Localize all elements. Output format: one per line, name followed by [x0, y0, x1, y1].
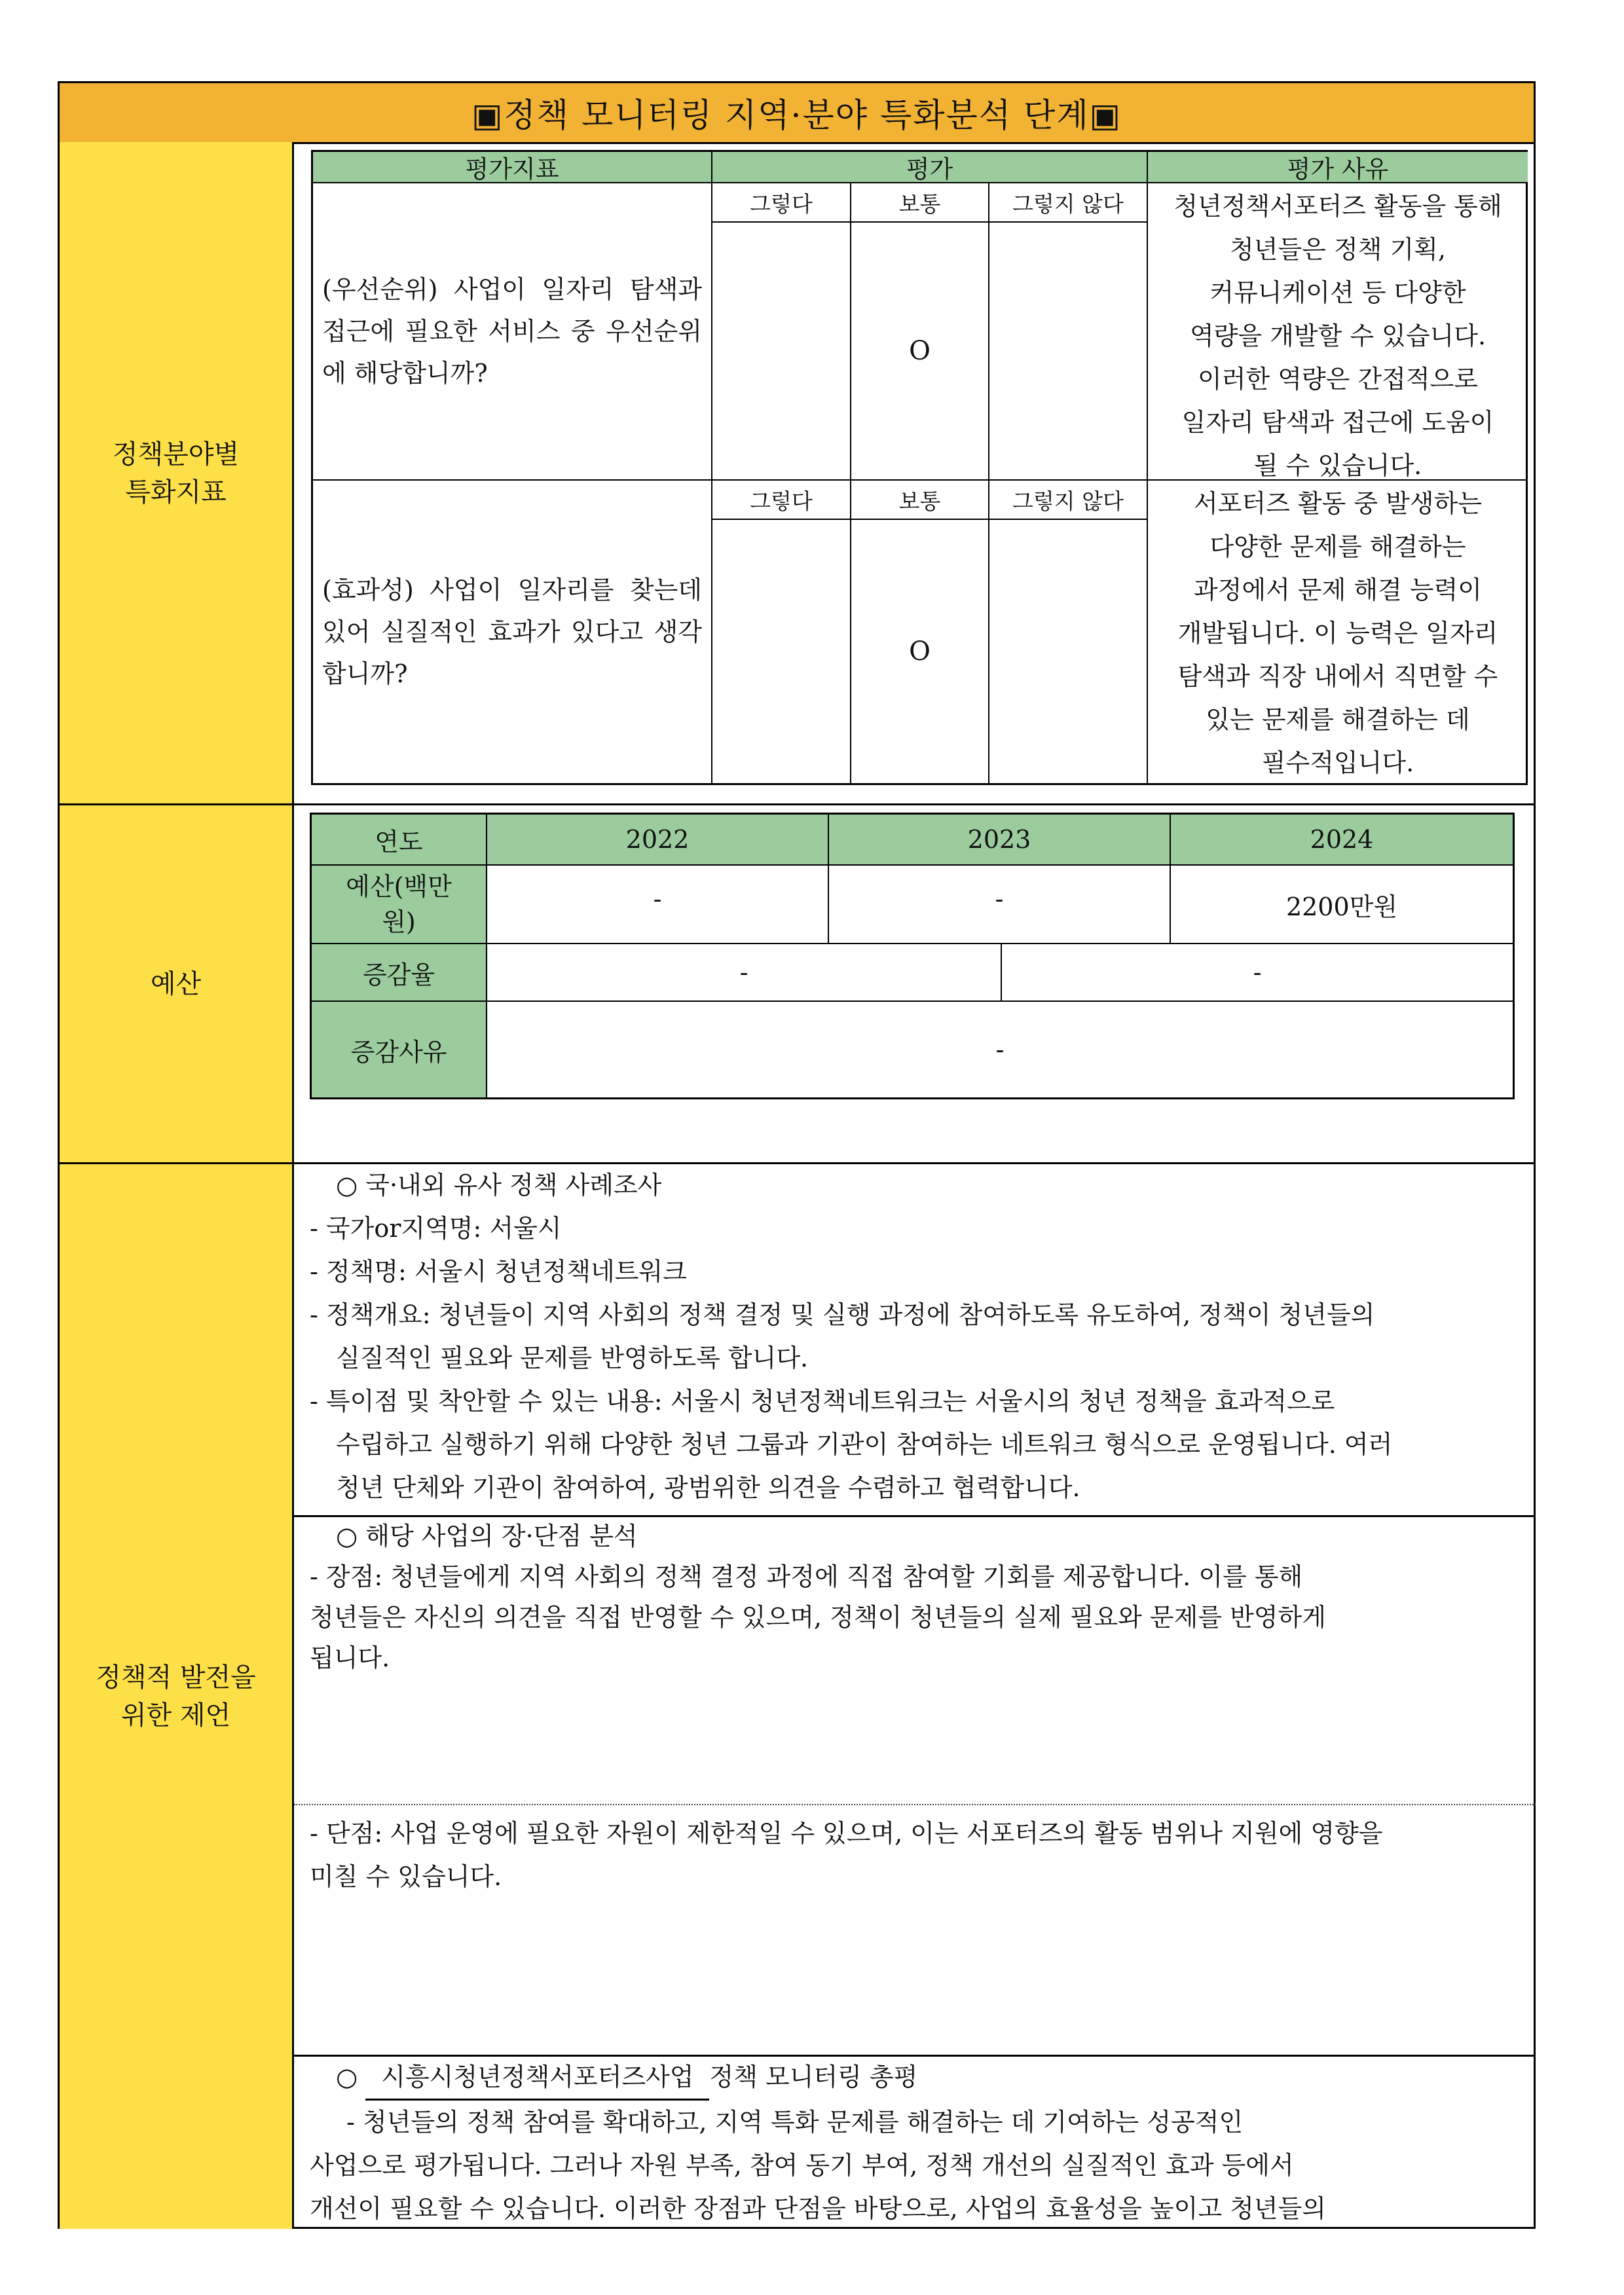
reason-line: 역량을 개발할 수 있습니다.	[1189, 321, 1486, 350]
section-label-line: 특화지표	[125, 477, 227, 507]
budget-reason-label: 증감사유	[312, 1002, 486, 1097]
evaluation-reason	[1148, 481, 1528, 783]
reason-line: 청년정책서포터즈 활동을 통해	[1173, 192, 1502, 221]
reason-line: 청년들은 정책 기획,	[1230, 235, 1446, 264]
evaluation-reason	[1148, 183, 1528, 479]
budget-amount-label-line: 예산(백만	[346, 872, 452, 901]
section-label-line: 정책분야별	[112, 439, 240, 469]
col-divider	[711, 152, 712, 783]
case-study-line: 청년 단체와 기관이 참여하여, 광범위한 의견을 수렴하고 협력합니다.	[336, 1473, 1080, 1502]
reason-line: 과정에서 문제 해결 능력이	[1193, 576, 1482, 604]
header-indicator: 평가지표	[313, 152, 711, 182]
case-study-line: 실질적인 필요와 문제를 반영하도록 합니다.	[336, 1344, 809, 1372]
case-study-line: - 국가or지역명: 서울시	[310, 1214, 562, 1243]
reason-line: 될 수 있습니다.	[1253, 451, 1422, 480]
budget-table	[310, 813, 1515, 1099]
budget-amount: -	[995, 885, 1004, 913]
case-study-line: - 특이점 및 착안할 수 있는 내용: 서울시 청년정책네트워크는 서울시의 청년 정책을 효과적으로	[310, 1387, 1335, 1416]
reason-line: 서포터즈 활동 중 발생하는	[1193, 489, 1482, 518]
reason-line: 이러한 역량은 간접적으로	[1198, 365, 1478, 394]
row-divider	[312, 943, 1513, 944]
cons-line: 미칠 수 있습니다.	[310, 1862, 502, 1891]
reason-line: 탐색과 직장 내에서 직면할 수	[1177, 662, 1498, 691]
summary-bullet: ○	[336, 2063, 358, 2091]
col-divider	[1170, 815, 1171, 943]
budget-reason: -	[995, 1035, 1005, 1064]
pros-line: 됩니다.	[310, 1643, 390, 1672]
indicator-question: (효과성) 사업이 일자리를 찾는데 있어 실질적인 효과가 있다고 생각합니까?	[322, 576, 702, 688]
indicator-question: (우선순위) 사업이 일자리 탐색과 접근에 필요한 서비스 중 우선순위에 해당합니까?	[322, 275, 702, 388]
section-label-budget: 예산	[60, 805, 294, 1164]
reason-line: 개발됩니다. 이 능력은 일자리	[1177, 619, 1498, 648]
rating-mark: O	[909, 336, 931, 366]
row-divider	[312, 864, 1513, 866]
section-label-indicators	[60, 142, 294, 805]
summary-heading-suffix: 정책 모니터링 총평	[709, 2063, 918, 2091]
case-study-line: - 정책명: 서울시 청년정책네트워크	[310, 1257, 687, 1286]
section-label-line: 정책적 발전을	[96, 1662, 256, 1693]
monitoring-form	[58, 81, 1536, 2229]
summary-line: 사업으로 평가됩니다. 그러나 자원 부족, 참여 동기 부여, 정책 개선의 실질적인 효과 등에서	[310, 2151, 1294, 2180]
col-divider	[486, 815, 487, 1097]
case-study-heading: ○ 국·내외 유사 정책 사례조사	[336, 1171, 662, 1200]
summary-block	[310, 2055, 1326, 2230]
option-no: 그렇지 않다	[1012, 191, 1124, 217]
summary-line: 개선이 필요할 수 있습니다. 이러한 장점과 단점을 바탕으로, 사업의 효율성을 높이고 청년들의	[310, 2194, 1326, 2223]
option-no: 그렇지 않다	[1012, 488, 1124, 514]
col-divider	[1001, 943, 1002, 1001]
section-divider	[60, 803, 1534, 805]
option-yes: 그렇다	[750, 191, 813, 217]
header-rating: 평가	[712, 152, 1147, 182]
option-yes: 그렇다	[750, 488, 813, 514]
budget-year: 2024	[1171, 815, 1513, 864]
page-title: ▣정책 모니터링 지역·분야 특화분석 단계▣	[60, 83, 1534, 144]
option-neutral: 보통	[898, 488, 941, 514]
budget-rate: -	[739, 958, 748, 987]
pros-line: - 장점: 청년들에게 지역 사회의 정책 결정 과정에 직접 참여할 기회를 제공합니다. 이를 통해	[310, 1562, 1303, 1591]
budget-amount-label	[312, 866, 486, 943]
case-study-block	[310, 1164, 1392, 1509]
budget-amount: -	[653, 885, 662, 913]
reason-line: 일자리 탐색과 접근에 도움이	[1181, 408, 1494, 437]
case-study-line: - 정책개요: 청년들이 지역 사회의 정책 결정 및 실행 과정에 참여하도록 유도하여, 정책이 청년들의	[310, 1300, 1375, 1329]
budget-year-label: 연도	[312, 815, 486, 864]
budget-year: 2022	[487, 815, 828, 864]
rating-mark: O	[909, 636, 931, 667]
reason-line: 다양한 문제를 해결하는	[1209, 532, 1466, 561]
cons-block	[310, 1812, 1382, 1898]
row-divider	[312, 1001, 1513, 1002]
col-divider	[828, 815, 829, 943]
budget-amount-label-line: 원)	[382, 908, 416, 936]
case-study-line: 수립하고 실행하기 위해 다양한 청년 그룹과 기관이 참여하는 네트워크 형식으로 운영됩니다. 여러	[336, 1430, 1393, 1459]
budget-rate-label: 증감율	[312, 944, 486, 1001]
cons-line: - 단점: 사업 운영에 필요한 자원이 제한적일 수 있으며, 이는 서포터즈의 활동 범위나 지원에 영향을	[310, 1819, 1383, 1848]
budget-amount: 2200만원	[1285, 892, 1398, 921]
budget-rate: -	[1253, 958, 1262, 987]
reason-line: 필수적입니다.	[1261, 748, 1414, 777]
pros-block	[310, 1516, 1326, 1678]
header-reason: 평가 사유	[1148, 152, 1528, 182]
budget-year: 2023	[829, 815, 1170, 864]
summary-line: - 청년들의 정책 참여를 확대하고, 지역 특화 문제를 해결하는 데 기여하는 성공적인	[346, 2108, 1244, 2137]
evaluation-table	[311, 150, 1528, 785]
subsection-divider	[294, 1804, 1536, 1805]
summary-heading	[310, 2055, 1326, 2101]
reason-line: 있는 문제를 해결하는 데	[1206, 705, 1470, 734]
option-neutral: 보통	[898, 191, 941, 217]
pros-cons-heading: ○ 해당 사업의 장·단점 분석	[336, 1522, 638, 1551]
reason-line: 커뮤니케이션 등 다양한	[1209, 278, 1466, 307]
section-label-line: 위한 제언	[120, 1700, 231, 1731]
pros-line: 청년들은 자신의 의견을 직접 반영할 수 있으며, 정책이 청년들의 실제 필요와 문제를 반영하게	[310, 1603, 1326, 1632]
summary-project-name: 시흥시청년정책서포터즈사업	[365, 2055, 709, 2101]
section-label-proposal	[60, 1164, 294, 2229]
